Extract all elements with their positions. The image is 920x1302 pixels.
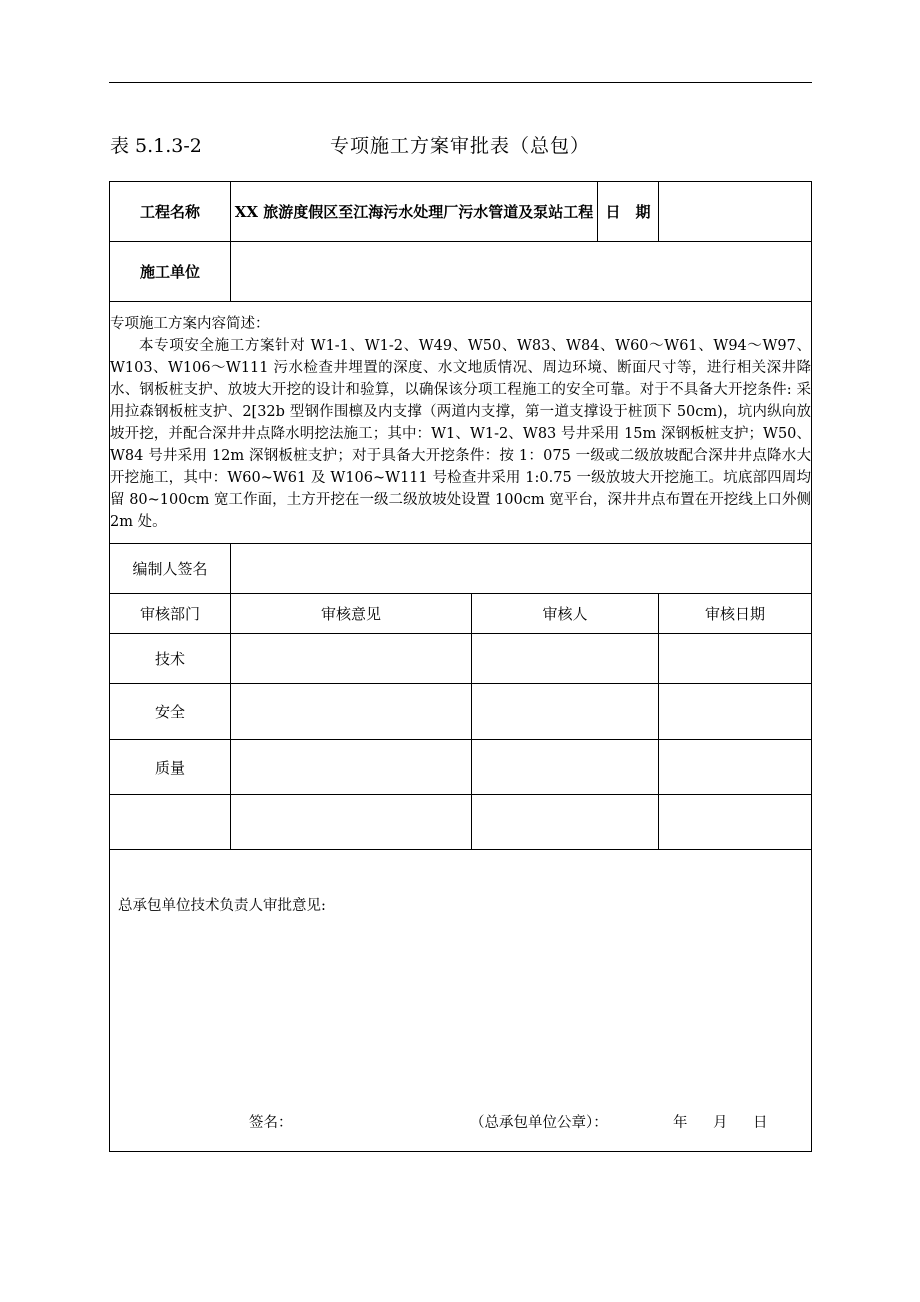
approval-row (110, 850, 812, 1152)
review-date[interactable] (659, 740, 812, 795)
day-label: 日 (753, 1115, 768, 1131)
review-row-blank (110, 795, 812, 850)
review-row-safety (110, 684, 812, 740)
review-header-reviewer: 审核人 (472, 594, 659, 634)
review-opinion[interactable] (231, 684, 472, 740)
review-header-opinion: 审核意见 (231, 594, 472, 634)
review-opinion[interactable] (231, 795, 472, 850)
date-label: 日 期 (598, 182, 659, 242)
review-header-dept: 审核部门 (110, 594, 231, 634)
form-code: 表 5.1.3-2 (110, 135, 202, 157)
review-opinion[interactable] (231, 634, 472, 684)
review-header-row (110, 594, 812, 634)
date-value[interactable] (659, 182, 812, 242)
review-reviewer[interactable] (472, 740, 659, 795)
review-row-technical (110, 634, 812, 684)
year-label: 年 (673, 1115, 688, 1131)
review-reviewer[interactable] (472, 795, 659, 850)
compiler-row (110, 544, 812, 594)
review-dept-technical: 技术 (110, 634, 231, 684)
review-dept-quality: 质量 (110, 740, 231, 795)
top-rule (109, 82, 812, 83)
review-row-quality (110, 740, 812, 795)
signature-label: 签名： (249, 1115, 293, 1131)
description-title: 专项施工方案内容简述： (110, 315, 270, 332)
review-date[interactable] (659, 795, 812, 850)
review-date[interactable] (659, 634, 812, 684)
form-title: 专项施工方案审批表（总包） (330, 135, 591, 157)
construction-unit-value[interactable] (231, 242, 812, 302)
review-reviewer[interactable] (472, 634, 659, 684)
description-row (110, 302, 812, 544)
construction-unit-label: 施工单位 (110, 242, 231, 302)
review-dept-blank[interactable] (110, 795, 231, 850)
description-body: 本专项安全施工方案针对 W1-1、W1-2、W49、W50、W83、W84、W60～W61、W94～W97、W103、W106～W111 污水检查井埋置的深度、水文地质情况、周边环境、断面尺寸等，进行相关深井降水、钢板桩支护、放坡大开挖的设计和验算，以确保该分项工程施工的安全可靠。对于不具备大开挖条件: 采用拉森钢板桩支护、2[32b 型钢作围檩及内支撑（两道内支撑，第一道支撑设于桩顶下 50cm)，坑内纵向放坡开挖，并配合深井井点降水明挖法施工；其中：W1、W1-2、W83 号井采用 15m 深钢板桩支护；W50、W84 号井采用 12m 深钢板桩支护；对于具备大开挖条件：按 1：075 一级或二级放坡配合深井井点降水大开挖施工，其中：W60~W61 及 W106~W111 号检查井采用 1:0.75 一级放坡大开挖施工。坑底部四周均留 80~100cm 宽工作面，土方开挖在一级二级放坡处设置 100cm 宽平台，深井井点布置在开挖线上口外侧 2m 处。 (110, 337, 812, 530)
project-name-row (110, 182, 812, 242)
review-opinion[interactable] (231, 740, 472, 795)
compiler-signature[interactable] (231, 544, 812, 594)
project-name-value[interactable]: XX 旅游度假区至江海污水处理厂污水管道及泵站工程 (231, 182, 598, 242)
project-name-label: 工程名称 (110, 182, 231, 242)
approval-form-table (109, 181, 812, 1152)
construction-unit-row (110, 242, 812, 302)
seal-label: （总承包单位公章）： (470, 1115, 608, 1131)
month-label: 月 (713, 1115, 728, 1131)
approval-cell[interactable] (110, 850, 812, 1152)
review-date[interactable] (659, 684, 812, 740)
approval-label: 总承包单位技术负责人审批意见: (118, 898, 326, 914)
review-header-date: 审核日期 (659, 594, 812, 634)
compiler-label: 编制人签名 (110, 544, 231, 594)
description-cell[interactable] (110, 302, 812, 544)
review-reviewer[interactable] (472, 684, 659, 740)
review-dept-safety: 安全 (110, 684, 231, 740)
